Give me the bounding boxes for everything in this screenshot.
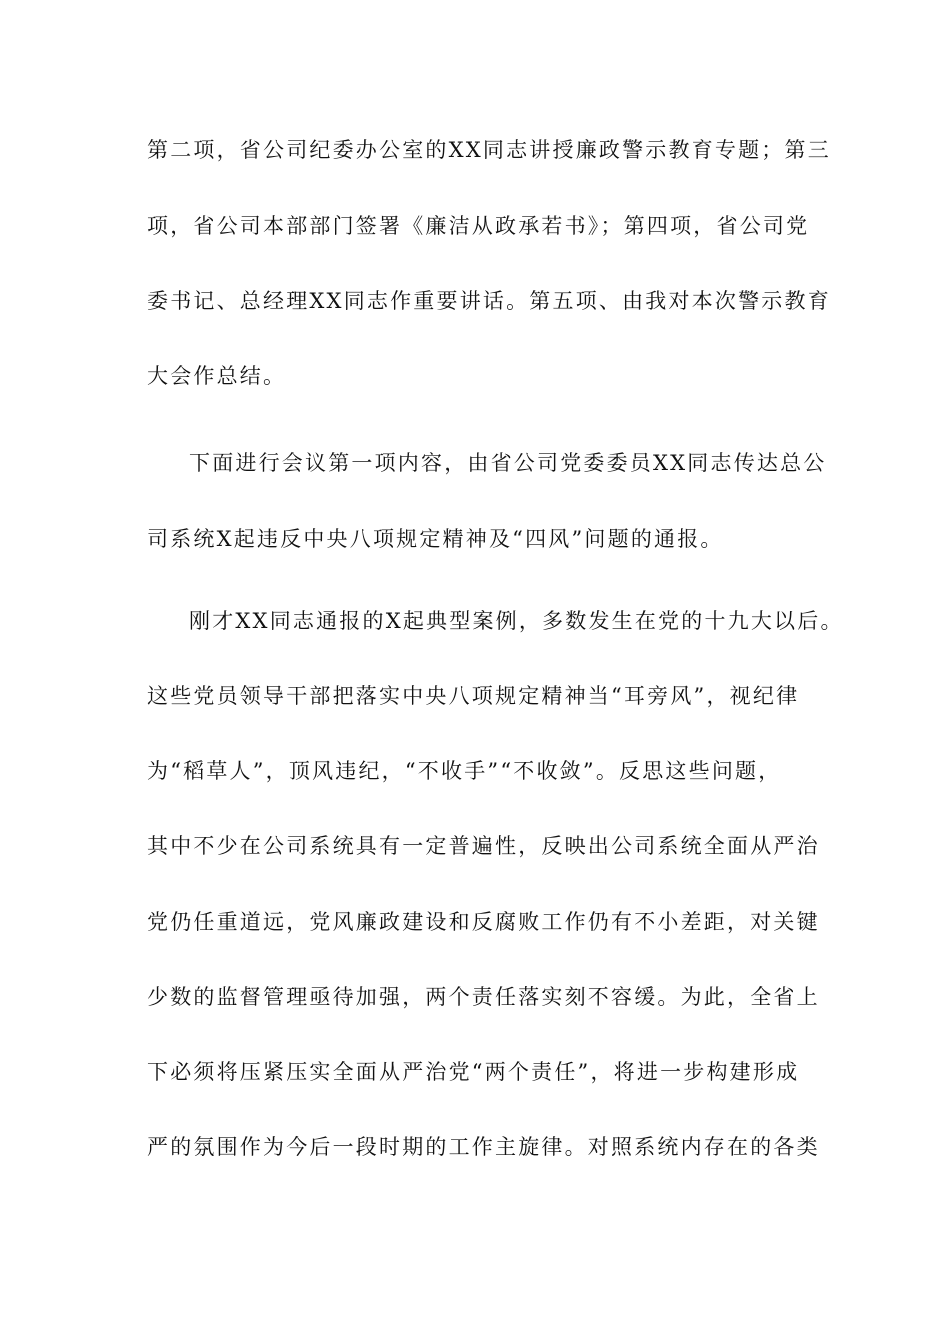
text-line: 下必须将压紧压实全面从严治党“两个责任”，将进一步构建形成 (147, 1060, 800, 1084)
text-line: 党仍任重道远，党风廉政建设和反腐败工作仍有不小差距，对关键 (147, 910, 820, 934)
text-line: 少数的监督管理亟待加强，两个责任落实刻不容缓。为此，全省上 (147, 985, 820, 1009)
text-line: 严的氛围作为今后一段时期的工作主旋律。对照系统内存在的各类 (147, 1135, 820, 1159)
paragraph-first-line: 刚才XX同志通报的X起典型案例，多数发生在党的十九大以后。 (189, 609, 844, 633)
text-line: 这些党员领导干部把落实中央八项规定精神当“耳旁风”，视纪律 (147, 684, 800, 708)
text-line: 司系统X起违反中央八项规定精神及“四风”问题的通报。 (147, 527, 724, 551)
text-line: 其中不少在公司系统具有一定普遍性，反映出公司系统全面从严治 (147, 834, 820, 858)
text-line: 第二项，省公司纪委办公室的XX同志讲授廉政警示教育专题；第三 (147, 138, 831, 162)
text-line: 项，省公司本部部门签署《廉洁从政承若书》；第四项，省公司党 (147, 214, 810, 238)
text-line: 为“稻草人”，顶风违纪，“不收手”“不收敛”。反思这些问题， (147, 759, 782, 783)
text-line: 委书记、总经理XX同志作重要讲话。第五项、由我对本次警示教育 (147, 289, 831, 313)
text-line: 大会作总结。 (147, 364, 287, 388)
paragraph-first-line: 下面进行会议第一项内容，由省公司党委委员XX同志传达总公 (189, 451, 827, 475)
